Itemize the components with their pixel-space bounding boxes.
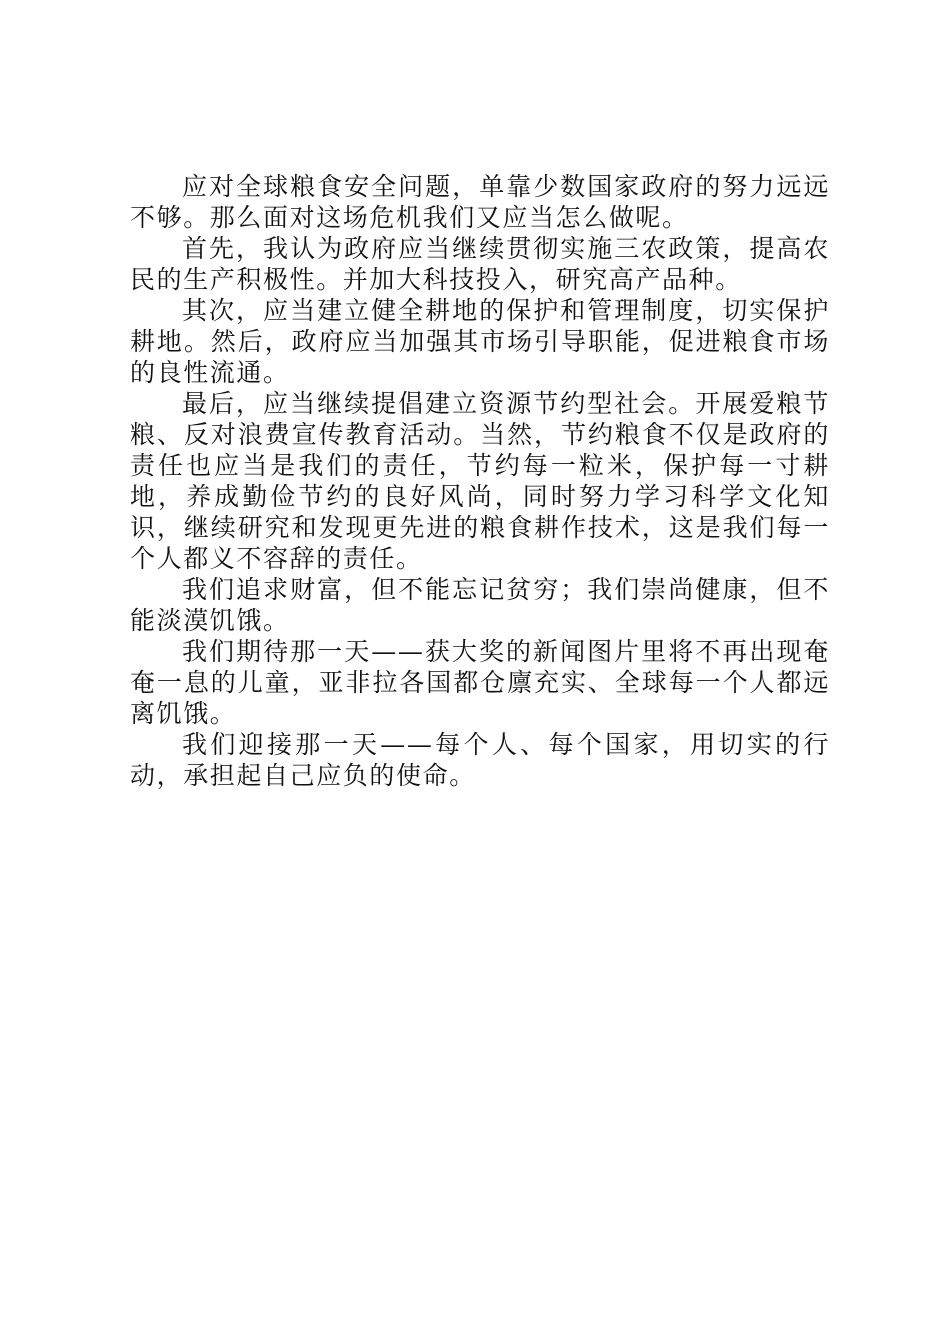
paragraph-7: 我们迎接那一天——每个人、每个国家，用切实的行动，承担起自己应负的使命。 bbox=[130, 730, 830, 790]
paragraph-3: 其次，应当建立健全耕地的保护和管理制度，切实保护耕地。然后，政府应当加强其市场引导职能，促进粮食市场的良性流通。 bbox=[130, 296, 830, 387]
paragraph-2: 首先，我认为政府应当继续贯彻实施三农政策，提高农民的生产积极性。并加大科技投入，研究高产品种。 bbox=[130, 234, 830, 294]
paragraph-4: 最后，应当继续提倡建立资源节约型社会。开展爱粮节粮、反对浪费宣传教育活动。当然，节约粮食不仅是政府的责任也应当是我们的责任，节约每一粒米，保护每一寸耕地，养成勤俭节约的良好风尚，同时努力学习科学文化知识，继续研究和发现更先进的粮食耕作技术，这是我们每一个人都义不容辞的责任。 bbox=[130, 389, 830, 573]
paragraph-5: 我们追求财富，但不能忘记贫穷；我们崇尚健康，但不能淡漠饥饿。 bbox=[130, 575, 830, 635]
paragraph-6: 我们期待那一天——获大奖的新闻图片里将不再出现奄奄一息的儿童，亚非拉各国都仓廪充实、全球每一个人都远离饥饿。 bbox=[130, 637, 830, 728]
paragraph-1: 应对全球粮食安全问题，单靠少数国家政府的努力远远不够。那么面对这场危机我们又应当怎么做呢。 bbox=[130, 172, 830, 232]
document-body bbox=[130, 171, 830, 791]
